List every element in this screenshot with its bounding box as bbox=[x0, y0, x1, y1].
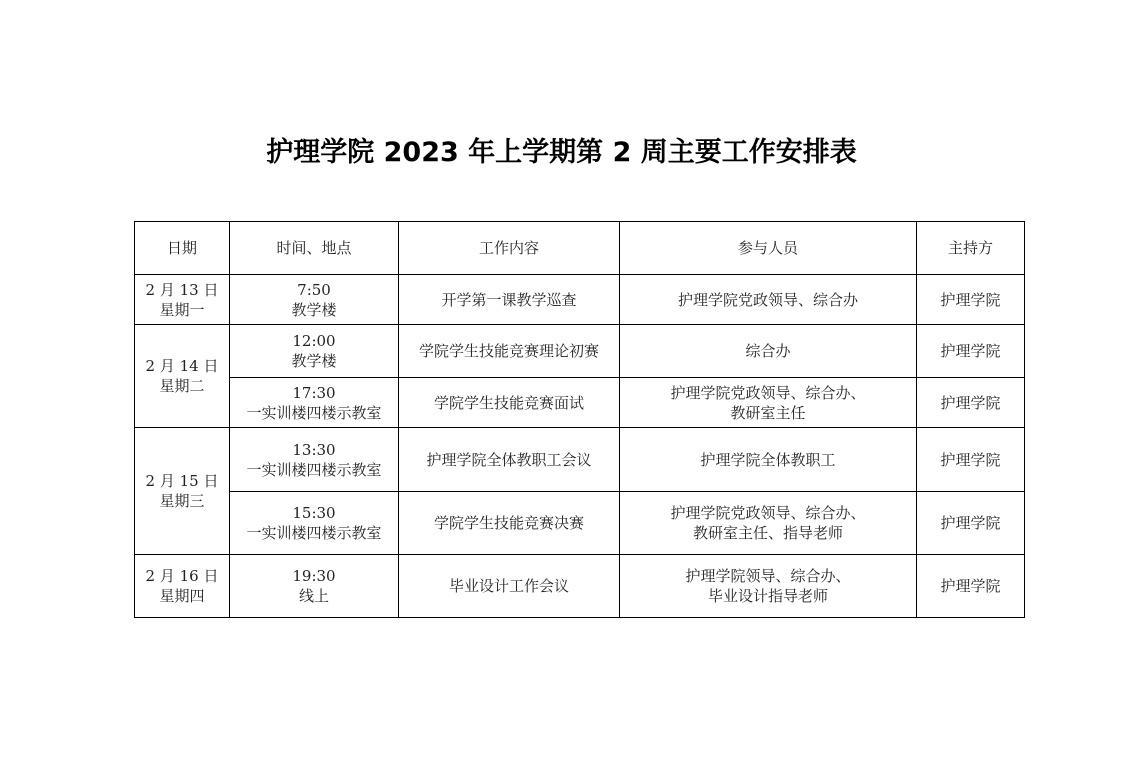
content-cell: 学院学生技能竞赛面试 bbox=[399, 378, 620, 428]
time-place-cell bbox=[230, 555, 399, 618]
participants-line: 护理学院党政领导、综合办、 bbox=[670, 383, 866, 402]
content-cell: 护理学院全体教职工会议 bbox=[399, 428, 620, 492]
content-cell: 学院学生技能竞赛理论初赛 bbox=[399, 325, 620, 378]
weekday-text: 星期一 bbox=[159, 300, 205, 319]
participants-line: 护理学院全体教职工 bbox=[700, 450, 836, 469]
table-row bbox=[135, 428, 1025, 492]
page-title: 护理学院 2023 年上学期第 2 周主要工作安排表 bbox=[266, 137, 857, 168]
time-text: 17:30 bbox=[292, 383, 336, 402]
weekday-text: 星期二 bbox=[159, 377, 205, 395]
time-place-cell bbox=[230, 492, 399, 555]
host-cell: 护理学院 bbox=[917, 275, 1025, 325]
time-place-cell bbox=[230, 325, 399, 378]
content-cell: 毕业设计工作会议 bbox=[399, 555, 620, 618]
table-header-row bbox=[135, 222, 1025, 275]
date-cell bbox=[135, 275, 230, 325]
time-text: 12:00 bbox=[292, 332, 336, 350]
host-cell: 护理学院 bbox=[917, 378, 1025, 428]
participants-line: 护理学院党政领导、综合办 bbox=[677, 290, 858, 309]
table-row bbox=[135, 275, 1025, 325]
table-row bbox=[135, 492, 1025, 555]
date-cell bbox=[135, 428, 230, 555]
header-content: 工作内容 bbox=[399, 222, 620, 275]
participants-cell bbox=[620, 555, 917, 618]
place-text: 线上 bbox=[298, 587, 329, 605]
host-cell: 护理学院 bbox=[917, 325, 1025, 378]
date-text: 2 月 15 日 bbox=[145, 472, 219, 490]
participants-line: 教研室主任、指导老师 bbox=[692, 524, 843, 542]
participants-cell bbox=[620, 492, 917, 555]
header-host: 主持方 bbox=[917, 222, 1025, 275]
time-place-cell bbox=[230, 428, 399, 492]
participants-cell bbox=[620, 275, 917, 325]
header-participants: 参与人员 bbox=[620, 222, 917, 275]
time-text: 19:30 bbox=[292, 567, 336, 585]
time-place-cell bbox=[230, 275, 399, 325]
participants-line: 护理学院党政领导、综合办、 bbox=[670, 504, 866, 522]
participants-line: 护理学院领导、综合办、 bbox=[685, 567, 851, 585]
date-cell bbox=[135, 555, 230, 618]
participants-line: 毕业设计指导老师 bbox=[707, 587, 828, 605]
date-text: 2 月 14 日 bbox=[145, 357, 219, 375]
weekday-text: 星期三 bbox=[159, 492, 205, 510]
host-cell: 护理学院 bbox=[917, 555, 1025, 618]
table-row bbox=[135, 555, 1025, 618]
schedule-table bbox=[134, 221, 1025, 618]
time-place-cell bbox=[230, 378, 399, 428]
participants-line: 教研室主任 bbox=[730, 403, 806, 422]
place-text: 教学楼 bbox=[291, 300, 337, 319]
time-text: 15:30 bbox=[292, 504, 336, 522]
host-cell: 护理学院 bbox=[917, 492, 1025, 555]
header-time-place: 时间、地点 bbox=[230, 222, 399, 275]
place-text: 教学楼 bbox=[291, 352, 337, 370]
place-text: 一实训楼四楼示教室 bbox=[246, 460, 382, 479]
header-date: 日期 bbox=[135, 222, 230, 275]
date-text: 2 月 16 日 bbox=[145, 567, 219, 585]
participants-cell bbox=[620, 428, 917, 492]
place-text: 一实训楼四楼示教室 bbox=[246, 403, 382, 422]
place-text: 一实训楼四楼示教室 bbox=[246, 524, 382, 542]
date-text: 2 月 13 日 bbox=[145, 280, 219, 299]
table-row bbox=[135, 378, 1025, 428]
time-text: 13:30 bbox=[292, 440, 336, 459]
host-cell: 护理学院 bbox=[917, 428, 1025, 492]
participants-cell bbox=[620, 378, 917, 428]
content-cell: 学院学生技能竞赛决赛 bbox=[399, 492, 620, 555]
weekday-text: 星期四 bbox=[159, 587, 205, 605]
date-cell bbox=[135, 325, 230, 428]
content-cell: 开学第一课教学巡查 bbox=[399, 275, 620, 325]
table-row bbox=[135, 325, 1025, 378]
participants-line: 综合办 bbox=[745, 342, 791, 360]
time-text: 7:50 bbox=[297, 280, 331, 299]
participants-cell bbox=[620, 325, 917, 378]
